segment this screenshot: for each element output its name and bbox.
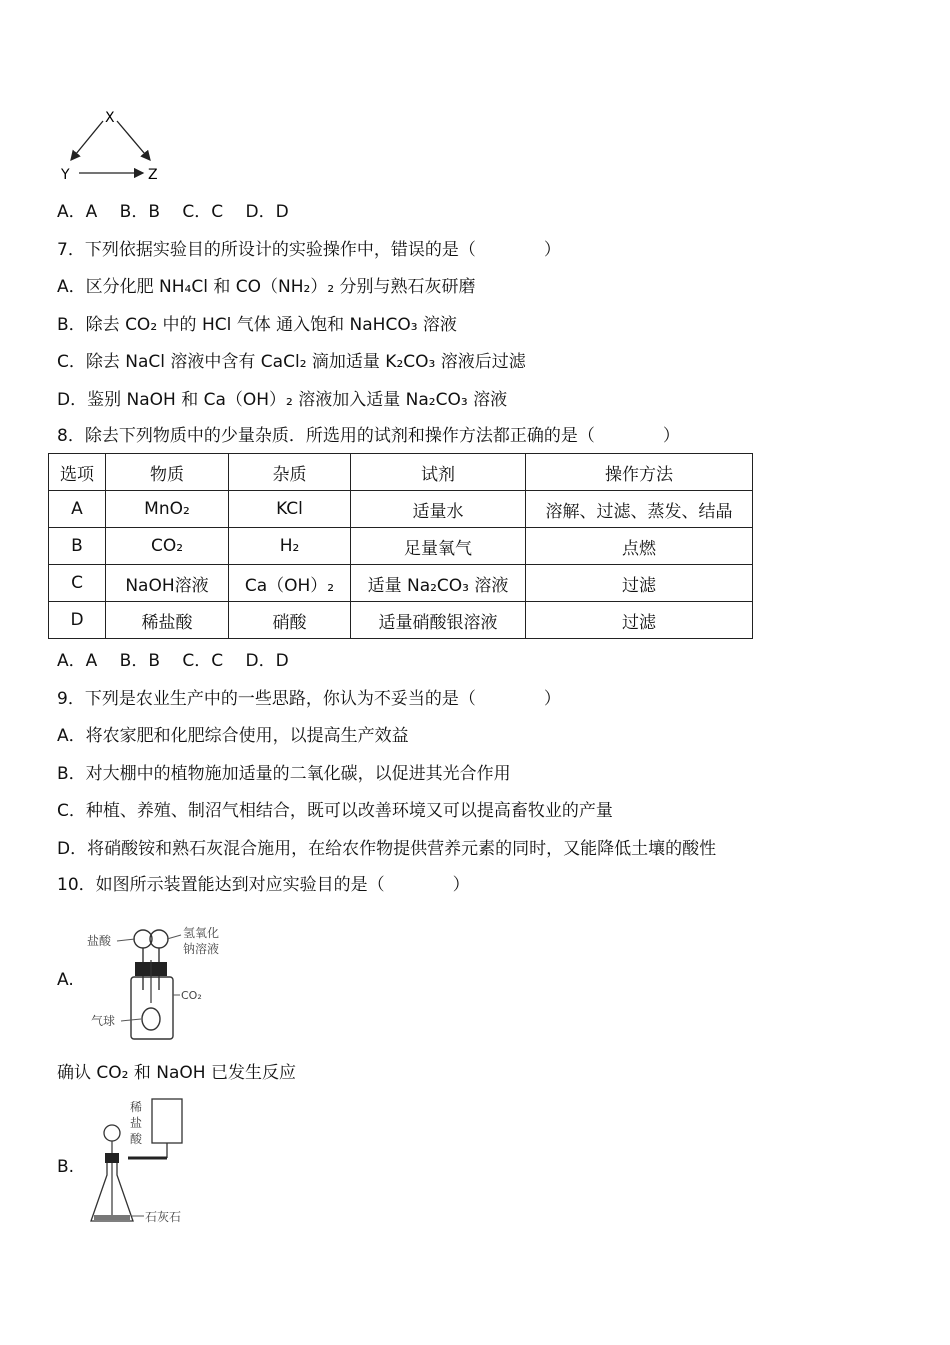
reservoir-bottle xyxy=(152,1099,182,1143)
table-row xyxy=(49,602,753,639)
table-cell: A xyxy=(49,491,106,528)
table-cell: 适量水 xyxy=(351,491,526,528)
table-cell: H₂ xyxy=(229,528,351,565)
table-row xyxy=(49,491,753,528)
table-cell: C xyxy=(49,565,106,602)
header-cell: 选项 xyxy=(49,454,106,491)
table-cell: 稀盐酸 xyxy=(106,602,229,639)
table-cell: D xyxy=(49,602,106,639)
table-cell: B xyxy=(49,528,106,565)
q7-option-b: B．除去 CO₂ 中的 HCl 气体 通入饱和 NaHCO₃ 溶液 xyxy=(57,315,457,335)
table-row xyxy=(49,528,753,565)
header-cell: 试剂 xyxy=(351,454,526,491)
label-balloon: 气球 xyxy=(91,1014,116,1028)
table-cell: 点燃 xyxy=(526,528,753,565)
q10-option-a-caption: 确认 CO₂ 和 NaOH 已发生反应 xyxy=(57,1063,296,1083)
q7-stem: 7．下列依据实验目的所设计的实验操作中，错误的是（ ） xyxy=(57,240,561,260)
flask-stopper xyxy=(105,1153,119,1163)
apparatus-a-figure xyxy=(85,915,235,1045)
table-cell: 足量氧气 xyxy=(351,528,526,565)
table-cell: KCl xyxy=(229,491,351,528)
label-acid: 酸 xyxy=(130,1132,143,1146)
label-hcl: 盐酸 xyxy=(87,934,112,948)
q9-option-d: D．将硝酸铵和熟石灰混合施用，在给农作物提供营养元素的同时，又能降低土壤的酸性 xyxy=(57,839,717,859)
table-cell: Ca（OH）₂ xyxy=(229,565,351,602)
label-limestone: 石灰石 xyxy=(145,1210,182,1224)
q10-option-a-label: A. xyxy=(57,970,74,990)
pointer-hcl xyxy=(117,939,135,941)
q9-stem: 9．下列是农业生产中的一些思路，你认为不妥当的是（ ） xyxy=(57,689,561,709)
header-cell: 操作方法 xyxy=(526,454,753,491)
label-naoh-2: 钠溶液 xyxy=(183,942,220,956)
q7-option-c: C．除去 NaCl 溶液中含有 CaCl₂ 滴加适量 K₂CO₃ 溶液后过滤 xyxy=(57,352,526,372)
pointer-naoh xyxy=(167,935,181,939)
label-hydrochloric: 盐 xyxy=(130,1116,143,1130)
table-cell: 过滤 xyxy=(526,565,753,602)
arrow-x-z xyxy=(117,121,150,160)
q6-options: A．A B．B C．C D．D xyxy=(57,202,289,222)
table-cell: CO₂ xyxy=(106,528,229,565)
label-dilute: 稀 xyxy=(130,1100,143,1114)
q9-option-a: A．将农家肥和化肥综合使用，以提高生产效益 xyxy=(57,726,409,746)
node-z: Z xyxy=(148,167,158,183)
table-cell: 溶解、过滤、蒸发、结晶 xyxy=(526,491,753,528)
q9-option-c: C．种植、养殖、制沼气相结合，既可以改善环境又可以提高畜牧业的产量 xyxy=(57,801,613,821)
q9-option-b: B．对大棚中的植物施加适量的二氧化碳，以促进其光合作用 xyxy=(57,764,511,784)
label-co2: CO₂ xyxy=(181,989,202,1002)
table-cell: NaOH溶液 xyxy=(106,565,229,602)
q8-stem: 8．除去下列物质中的少量杂质．所选用的试剂和操作方法都正确的是（ ） xyxy=(57,426,680,446)
q8-options: A．A B．B C．C D．D xyxy=(57,651,289,671)
label-naoh: 氢氧化 xyxy=(183,926,220,940)
apparatus-b-figure xyxy=(88,1095,198,1230)
balloon xyxy=(142,1008,160,1030)
table-cell: MnO₂ xyxy=(106,491,229,528)
arrow-x-y xyxy=(71,121,103,160)
dropping-funnel xyxy=(104,1125,120,1141)
q10-stem: 10．如图所示装置能达到对应实验目的是（ ） xyxy=(57,875,470,895)
table-cell: 硝酸 xyxy=(229,602,351,639)
node-x: X xyxy=(105,110,115,126)
table-cell: 适量 Na₂CO₃ 溶液 xyxy=(351,565,526,602)
table-header-row xyxy=(49,454,753,491)
q10-option-b-label: B. xyxy=(57,1157,75,1177)
q7-option-a: A．区分化肥 NH₄Cl 和 CO（NH₂）₂ 分别与熟石灰研磨 xyxy=(57,277,476,297)
node-y: Y xyxy=(61,167,70,183)
limestone-pieces xyxy=(94,1215,130,1220)
header-cell: 物质 xyxy=(106,454,229,491)
xyz-diagram xyxy=(55,105,165,185)
table-cell: 过滤 xyxy=(526,602,753,639)
header-cell: 杂质 xyxy=(229,454,351,491)
q7-option-d: D．鉴别 NaOH 和 Ca（OH）₂ 溶液加入适量 Na₂CO₃ 溶液 xyxy=(57,390,508,410)
table-cell: 适量硝酸银溶液 xyxy=(351,602,526,639)
q8-table xyxy=(48,453,753,639)
table-row xyxy=(49,565,753,602)
